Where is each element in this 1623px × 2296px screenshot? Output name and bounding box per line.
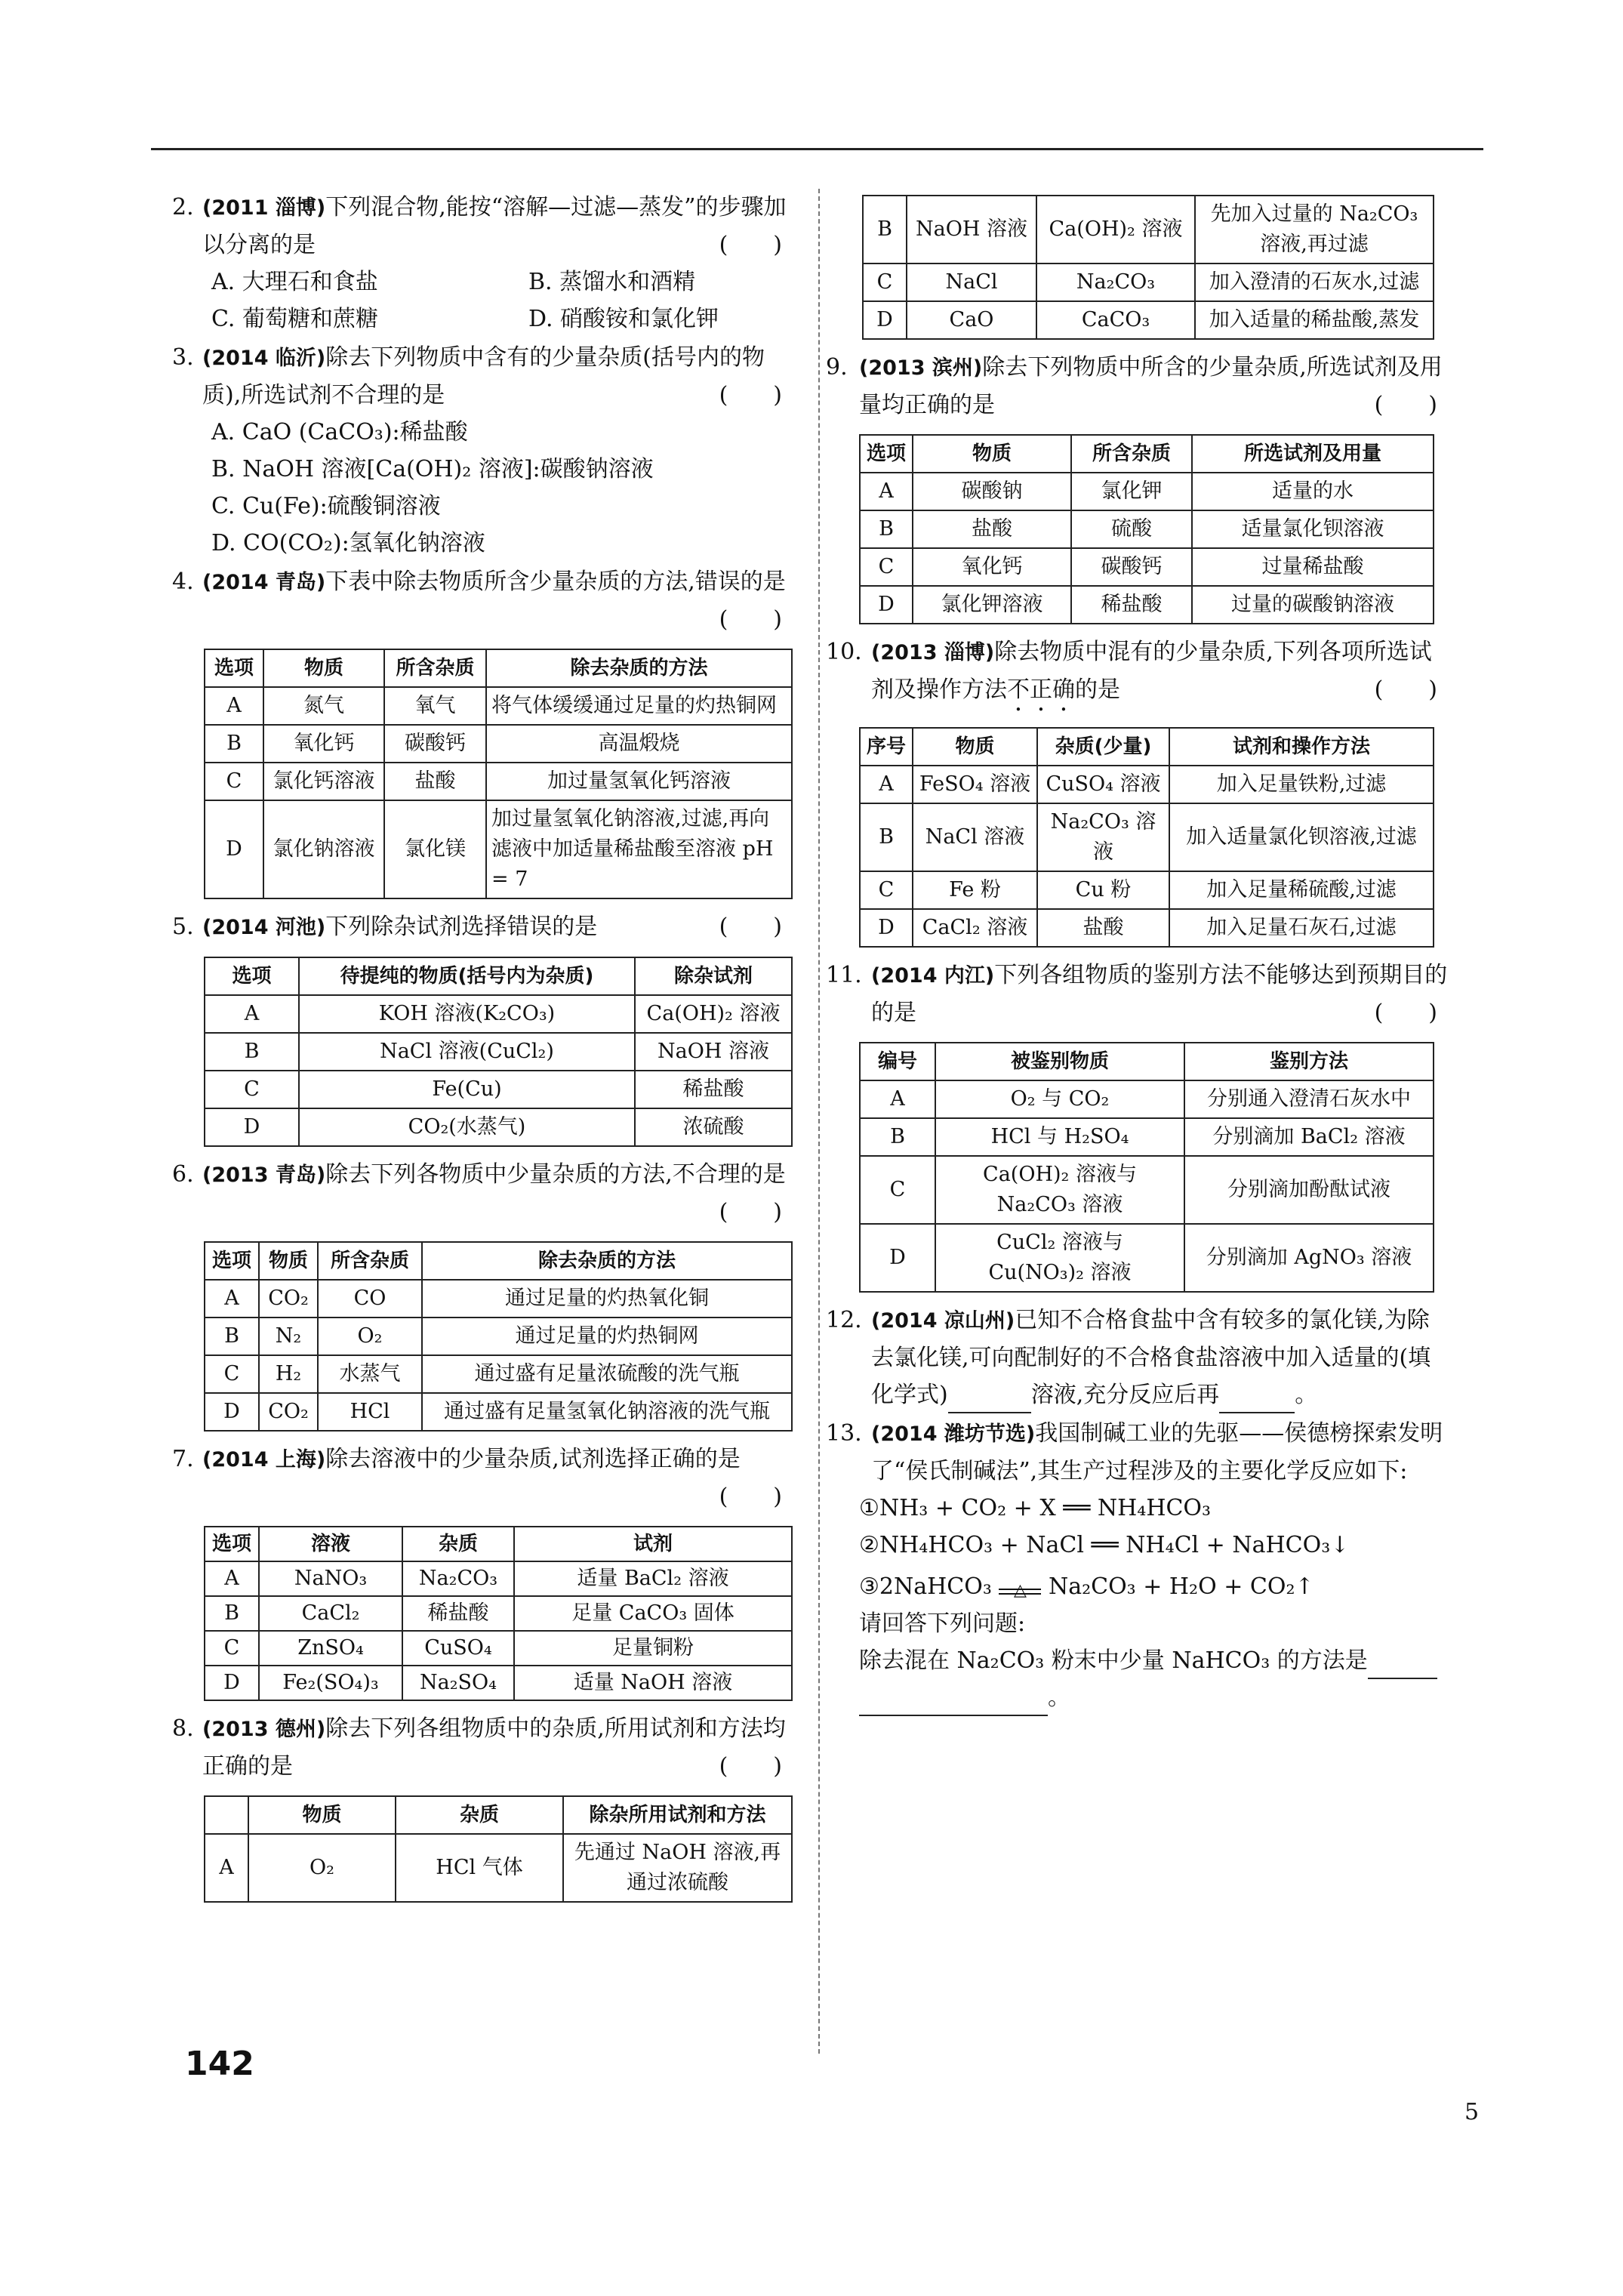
table-row: B CaCl₂ 稀盐酸 足量 CaCO₃ 固体 [205, 1596, 792, 1631]
table-row: B 氧化钙 碳酸钙 高温煅烧 [205, 725, 792, 763]
answer-blank[interactable] [1219, 1389, 1295, 1413]
question-12: 12. (2014 凉山州)已知不合格食盐中含有较多的氯化镁,为除去氯化镁,可向配制好的不合格食盐溶液中加入适量的(填化学式) 溶液,充分反应后再 。 [859, 1302, 1448, 1413]
question-text: 除去下列各组物质中的杂质,所用试剂和方法均正确的是 [202, 1715, 786, 1780]
table-row: B HCl 与 H₂SO₄ 分别滴加 BaCl₂ 溶液 [860, 1118, 1434, 1156]
table-row: A KOH 溶液(K₂CO₃) Ca(OH)₂ 溶液 [205, 995, 792, 1033]
table-row: D CaCl₂ 溶液 盐酸 加入足量石灰石,过滤 [860, 909, 1434, 947]
answer-blank[interactable] [1368, 1655, 1437, 1679]
question-11: 11. (2014 内江)下列各组物质的鉴别方法不能够达到预期目的的是 ( ) 编号 被鉴别物质 鉴别方法 A O₂ 与 CO₂ 分别通入澄清石灰水中 B HCl 与 H₂SO₄ 分别滴加 BaCl₂ 溶液 C Ca(OH)₂ 溶液与 Na₂CO₃ 溶液 分别滴加酚酞试液 D CuCl₂ 溶液与 Cu(NO₃)₂ 溶液 分别滴加 AgNO₃ 溶液 [859, 957, 1448, 1293]
table-header-row: 序号 物质 杂质(少量) 试剂和操作方法 [860, 728, 1434, 766]
table-row: A CO₂ CO 通过足量的灼热氧化铜 [205, 1280, 792, 1318]
table-row: C Fe(Cu) 稀盐酸 [205, 1071, 792, 1108]
header-rule [151, 148, 1483, 150]
question-text: 下表中除去物质所含少量杂质的方法,错误的是 [325, 569, 786, 595]
question-10: 10. (2013 淄博)除去物质中混有的少量杂质,下列各项所选试剂及操作方法不正确的是 ( ) 序号 物质 杂质(少量) 试剂和操作方法 A FeSO₄ 溶液 CuSO₄ 溶液 加入足量铁粉,过滤 B NaCl 溶液 Na₂CO₃ 溶液 加入适量氯化钡溶液,过滤 C Fe 粉 Cu 粉 加入足量稀硫酸,过滤 D CaCl₂ 溶液 盐酸 加入足量石灰石,过滤 [859, 633, 1448, 948]
option-a: A. CaO (CaCO₃):稀盐酸 [211, 419, 468, 445]
table-row: B 盐酸 硫酸 适量氯化钡溶液 [860, 510, 1434, 548]
table-row: C ZnSO₄ CuSO₄ 足量铜粉 [205, 1631, 792, 1666]
question-3: 3. (2014 临沂)除去下列物质中含有的少量杂质(括号内的物质),所选试剂不合理的是 ( ) A. CaO (CaCO₃):稀盐酸 B. NaOH 溶液[Ca(OH)₂ 溶液]:碳酸钠溶液 C. Cu(Fe):硫酸铜溶液 D. CO(CO₂):氢氧化钠溶液 [172, 339, 793, 562]
question-text: 下列各组物质的鉴别方法不能够达到预期目的的是 [871, 962, 1448, 1026]
option-c: C. Cu(Fe):硫酸铜溶液 [211, 493, 441, 519]
answer-paren: ( ) [719, 382, 782, 408]
option-c: C. 葡萄糖和蔗糖 [211, 306, 378, 332]
data-table [859, 727, 1434, 948]
prompt-text: 请回答下列问题: [859, 1610, 1026, 1637]
answer-blank[interactable] [948, 1389, 1031, 1413]
table-row: D 氯化钠溶液 氯化镁 加过量氢氧化钠溶液,过滤,再向滤液中加适量稀盐酸至溶液 pH = 7 [205, 800, 792, 898]
question-4: 4. (2014 青岛)下表中除去物质所含少量杂质的方法,错误的是 ( ) 选项 物质 所含杂质 除去杂质的方法 A 氮气 氧气 将气体缓缓通过足量的灼热铜网 B 氧化钙 碳酸钙 高温煅烧 C 氯化钙溶液 盐酸 加过量氢氧化钙溶液 D 氯化钠溶液 氯化镁 加过量氢氧化钠溶液,过滤,再向滤液中加适量稀盐酸至溶液 pH = 7 [172, 563, 793, 899]
equation-1: ①NH₃ + CO₂ + X ══ NH₄HCO₃ [859, 1495, 1212, 1521]
answer-paren: ( ) [719, 606, 782, 633]
question-text: 除去下列物质中含有的少量杂质(括号内的物质),所选试剂不合理的是 [202, 344, 765, 408]
question-text: 除去溶液中的少量杂质,试剂选择正确的是 [325, 1446, 741, 1472]
page-number: 142 [185, 2045, 254, 2083]
table-row: D CuCl₂ 溶液与 Cu(NO₃)₂ 溶液 分别滴加 AgNO₃ 溶液 [860, 1224, 1434, 1292]
option-d: D. CO(CO₂):氢氧化钠溶液 [211, 530, 485, 556]
data-table [204, 1526, 793, 1701]
option-a: A. 大理石和食盐 [211, 269, 378, 295]
table-row: D CO₂ HCl 通过盛有足量氢氧化钠溶液的洗气瓶 [205, 1393, 792, 1431]
table-row: B NaOH 溶液 Ca(OH)₂ 溶液 先加入过量的 Na₂CO₃ 溶液,再过滤 [863, 196, 1434, 264]
emphasis-text: 不正确 [1007, 676, 1075, 703]
data-table [859, 434, 1434, 624]
question-text: 已知不合格食盐中含有较多的氯化镁,为除去氯化镁,可向配制好的不合格食盐溶液中加入适量的(填化学式) [871, 1307, 1431, 1408]
table-header-row: 物质 杂质 除杂所用试剂和方法 [205, 1796, 792, 1834]
equation-3: ③2NaHCO₃ △ Na₂CO₃ + H₂O + CO₂↑ [859, 1568, 1448, 1605]
table-row: D Fe₂(SO₄)₃ Na₂SO₄ 适量 NaOH 溶液 [205, 1666, 792, 1700]
question-text: 下列混合物,能按“溶解—过滤—蒸发”的步骤加以分离的是 [202, 194, 787, 258]
table-row: D CaO CaCO₃ 加入适量的稀盐酸,蒸发 [863, 301, 1434, 339]
equation-2: ②NH₄HCO₃ + NaCl ══ NH₄Cl + NaHCO₃↓ [859, 1532, 1350, 1558]
table-header-row: 选项 溶液 杂质 试剂 [205, 1527, 792, 1561]
table-header-row: 选项 物质 所含杂质 所选试剂及用量 [860, 435, 1434, 473]
data-table-continued [862, 195, 1434, 340]
question-7: 7. (2014 上海)除去溶液中的少量杂质,试剂选择正确的是 ( ) 选项 溶液 杂质 试剂 A NaNO₃ Na₂CO₃ 适量 BaCl₂ 溶液 B CaCl₂ 稀盐酸 足量 CaCO₃ 固体 C ZnSO₄ CuSO₄ 足量铜粉 D Fe₂(SO₄)₃ Na₂SO₄ 适量 NaOH 溶液 [172, 1441, 793, 1701]
question-9: 9. (2013 滨州)除去下列物质中所含的少量杂质,所选试剂及用量均正确的是 ( ) 选项 物质 所含杂质 所选试剂及用量 A 碳酸钠 氯化钾 适量的水 B 盐酸 硫酸 适量氯化钡溶液 C 氧化钙 碳酸钙 过量稀盐酸 D 氯化钾溶液 稀盐酸 过量的碳酸钠溶液 [859, 349, 1448, 624]
answer-paren: ( ) [719, 1753, 782, 1780]
table-row: C 氧化钙 碳酸钙 过量稀盐酸 [860, 548, 1434, 586]
table-row: A 氮气 氧气 将气体缓缓通过足量的灼热铜网 [205, 687, 792, 725]
option-b: B. NaOH 溶液[Ca(OH)₂ 溶液]:碳酸钠溶液 [211, 456, 654, 482]
option-d: D. 硝酸铵和氯化钾 [528, 306, 719, 332]
table-row: D 氯化钾溶液 稀盐酸 过量的碳酸钠溶液 [860, 586, 1434, 624]
table-row: D CO₂(水蒸气) 浓硫酸 [205, 1108, 792, 1146]
question-text: 除去下列各物质中少量杂质的方法,不合理的是 [325, 1161, 786, 1188]
answer-paren: ( ) [1374, 1000, 1437, 1026]
table-row: C H₂ 水蒸气 通过盛有足量浓硫酸的洗气瓶 [205, 1355, 792, 1393]
right-column [826, 195, 1448, 1718]
table-header-row: 编号 被鉴别物质 鉴别方法 [860, 1043, 1434, 1080]
reaction-arrow [999, 1581, 1041, 1605]
answer-paren: ( ) [719, 1484, 782, 1510]
table-row: C Ca(OH)₂ 溶液与 Na₂CO₃ 溶液 分别滴加酚酞试液 [860, 1156, 1434, 1224]
question-text: 下列除杂试剂选择错误的是 [325, 914, 598, 940]
question-6: 6. (2013 青岛)除去下列各物质中少量杂质的方法,不合理的是 ( ) 选项 物质 所含杂质 除去杂质的方法 A CO₂ CO 通过足量的灼热氧化铜 B N₂ O₂ 通过足量的灼热铜网 C H₂ 水蒸气 通过盛有足量浓硫酸的洗气瓶 D CO₂ HCl 通过盛有足量氢氧化钠溶液的洗气瓶 [172, 1156, 793, 1432]
question-text: 我国制碱工业的先驱——侯德榜探索发明了“侯氏制碱法”,其生产过程涉及的主要化学反应如下: [871, 1420, 1443, 1484]
table-header-row: 选项 待提纯的物质(括号内为杂质) 除杂试剂 [205, 957, 792, 995]
table-row: B N₂ O₂ 通过足量的灼热铜网 [205, 1318, 792, 1355]
table-row: A 碳酸钠 氯化钾 适量的水 [860, 473, 1434, 510]
answer-paren: ( ) [1374, 392, 1437, 418]
data-table [204, 1795, 793, 1903]
column-divider [818, 189, 820, 2054]
data-table [204, 649, 793, 899]
table-row: A O₂ 与 CO₂ 分别通入澄清石灰水中 [860, 1080, 1434, 1118]
table-row: C Fe 粉 Cu 粉 加入足量稀硫酸,过滤 [860, 871, 1434, 909]
question-5: 5. (2014 河池)下列除杂试剂选择错误的是 ( ) 选项 待提纯的物质(括号内为杂质) 除杂试剂 A KOH 溶液(K₂CO₃) Ca(OH)₂ 溶液 B NaCl 溶液(CuCl₂) NaOH 溶液 C Fe(Cu) 稀盐酸 D CO₂(水蒸气) 浓硫酸 [172, 908, 793, 1147]
answer-paren: ( ) [1374, 676, 1437, 703]
question-13: 13. (2014 潍坊节选)我国制碱工业的先驱——侯德榜探索发明了“侯氏制碱法”,其生产过程涉及的主要化学反应如下: ①NH₃ + CO₂ + X ══ NH₄HCO₃ ②NH₄HCO₃ + NaCl ══ NH₄Cl + NaHCO₃↓ ③2NaHCO₃ △ Na₂CO₃ + H₂O + CO₂↑ 请回答下列问题: 除去混在 Na₂CO₃ 粉末中少量 NaHCO₃ 的方法是 。 [859, 1415, 1448, 1716]
table-row: C 氯化钙溶液 盐酸 加过量氢氧化钙溶液 [205, 763, 792, 800]
question-text: 除去物质中混有的少量杂质,下列各项所选试剂及操作方法 [871, 639, 1432, 703]
question-text: 除去混在 Na₂CO₃ 粉末中少量 NaHCO₃ 的方法是 [859, 1647, 1368, 1674]
table-row: C NaCl Na₂CO₃ 加入澄清的石灰水,过滤 [863, 264, 1434, 301]
table-row: A FeSO₄ 溶液 CuSO₄ 溶液 加入足量铁粉,过滤 [860, 766, 1434, 803]
sheet-number: 5 [1464, 2099, 1480, 2125]
heat-condition: △ [1013, 1581, 1027, 1600]
answer-paren: ( ) [719, 232, 782, 258]
table-header-row: 选项 物质 所含杂质 除去杂质的方法 [205, 1242, 792, 1280]
table-row: B NaCl 溶液 Na₂CO₃ 溶液 加入适量氯化钡溶液,过滤 [860, 803, 1434, 871]
answer-paren: ( ) [719, 1199, 782, 1225]
data-table [204, 1241, 793, 1432]
question-text: 除去下列物质中所含的少量杂质,所选试剂及用量均正确的是 [859, 354, 1443, 418]
answer-paren: ( ) [719, 914, 782, 940]
answer-blank[interactable] [859, 1692, 1048, 1716]
question-8: 8. (2013 德州)除去下列各组物质中的杂质,所用试剂和方法均正确的是 ( ) 物质 杂质 除杂所用试剂和方法 A O₂ HCl 气体 先通过 NaOH 溶液,再通过浓硫酸 [172, 1710, 793, 1903]
option-b: B. 蒸馏水和酒精 [528, 269, 696, 295]
table-row: B NaCl 溶液(CuCl₂) NaOH 溶液 [205, 1033, 792, 1071]
data-table [204, 957, 793, 1147]
table-header-row: 选项 物质 所含杂质 除去杂质的方法 [205, 649, 792, 687]
question-2: 2. (2011 淄博)下列混合物,能按“溶解—过滤—蒸发”的步骤加以分离的是 ( ) A. 大理石和食盐 B. 蒸馏水和酒精 C. 葡萄糖和蔗糖 D. 硝酸铵和氯化钾 [172, 189, 793, 337]
table-row: A O₂ HCl 气体 先通过 NaOH 溶液,再通过浓硫酸 [205, 1834, 792, 1902]
table-row: A NaNO₃ Na₂CO₃ 适量 BaCl₂ 溶液 [205, 1561, 792, 1596]
data-table [859, 1042, 1434, 1293]
left-column [172, 189, 793, 1912]
